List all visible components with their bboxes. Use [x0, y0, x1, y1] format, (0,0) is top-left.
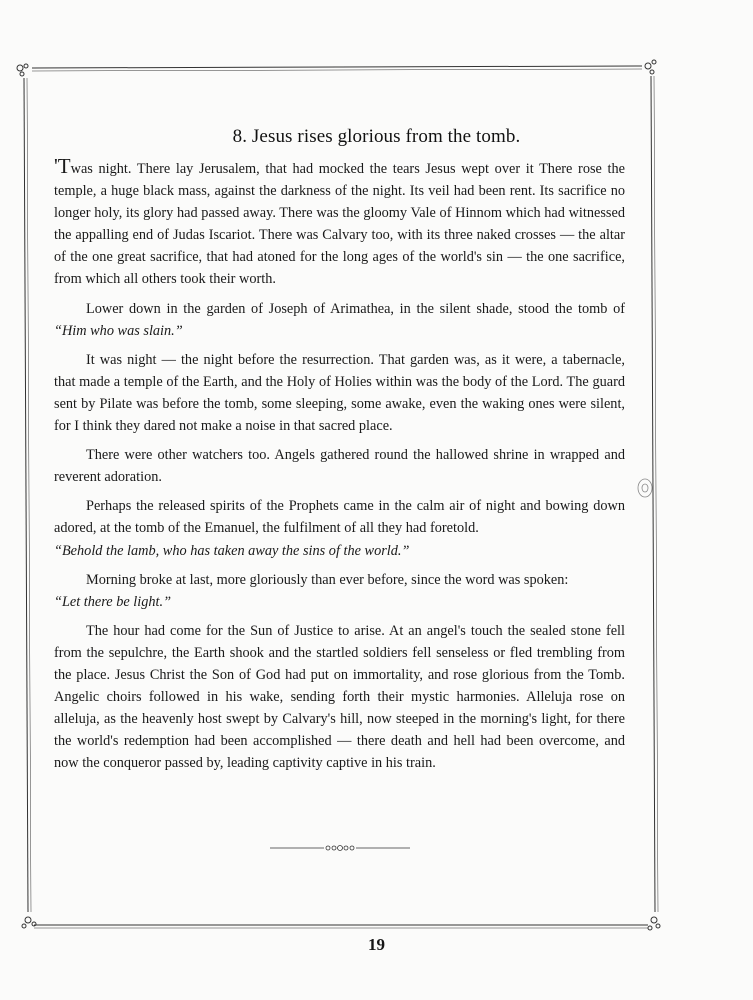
body-text: [54, 154, 625, 781]
paragraph-7: [54, 620, 625, 775]
paragraph-text: was night. There lay Jerusalem, that had mocked the tears Jesus wept over it There rose the temple, a huge black mass, against the darkness of the night. Its veil had been rent. Its sacrifice no longer holy, its glory had passed away. There was the gloomy Vale of Hinnom which had witnessed the appalling end of Judas Iscariot. There was Calvary too, with its three naked crosses — the altar of the one great sacrifice, that had atoned for the long ages of the world's sin — the one sacrifice, from which all others took their worth.: [54, 161, 625, 288]
paragraph-text: There were other watchers too. Angels gathered round the hallowed shrine in wrapped and reverent adoration.: [54, 447, 625, 486]
chapter-title: 8. Jesus rises glorious from the tomb.: [232, 126, 521, 147]
paragraph-1: [54, 154, 625, 291]
drop-cap: 'T: [54, 154, 71, 178]
italic-quote: “Behold the lamb, who has taken away the sins of the world.”: [54, 542, 410, 559]
paragraph-5: [54, 495, 625, 539]
paragraph-4: [54, 444, 625, 488]
paragraph-2: [54, 298, 625, 342]
quote-line-2: [54, 591, 625, 613]
italic-quote: “Him who was slain.”: [54, 322, 183, 339]
ornamental-divider: [270, 843, 410, 853]
page-number: 19: [368, 935, 385, 954]
paragraph-3: [54, 349, 625, 437]
paragraph-text: The hour had come for the Sun of Justice to arise. At an angel's touch the sealed stone fell from the sepulchre, the Earth shook and the startled soldiers fell senseless or fled trembling from the place. Jesus Christ the Son of God had put on immortality, and rose glorious from the Tomb. Angelic choirs followed in his wake, sending forth their mystic harmonies. Alleluja rose on alleluja, as the heavenly host swept by Calvary's hill, now steeped in the morning's light, for there the world's redemption had been accomplished — there death and hell had been overcome, and now the conqueror passed by, leading captivity captive in his train.: [54, 622, 625, 772]
italic-quote: “Let there be light.”: [54, 593, 172, 610]
quote-line-1: [54, 540, 625, 562]
paragraph-text: Lower down in the garden of Joseph of Arimathea, in the silent shade, stood the tomb of: [86, 300, 625, 317]
paragraph-text: It was night — the night before the resurrection. That garden was, as it were, a tabernacle, that made a temple of the Earth, and the Holy of Holies within was the body of the Lord. The guard sent by Pilate was before the tomb, some sleeping, some awake, even the waking ones were silent, for I think they dared not make a noise in that sacred place.: [54, 351, 625, 435]
paragraph-6: [54, 569, 625, 591]
rosette-mark-icon: [638, 479, 652, 497]
paragraph-text: Perhaps the released spirits of the Prophets came in the calm air of night and bowing down adored, at the tomb of the Emanuel, the fulfilment of all they had foretold.: [54, 498, 625, 537]
paragraph-text: Morning broke at last, more gloriously than ever before, since the word was spoken:: [86, 571, 569, 588]
